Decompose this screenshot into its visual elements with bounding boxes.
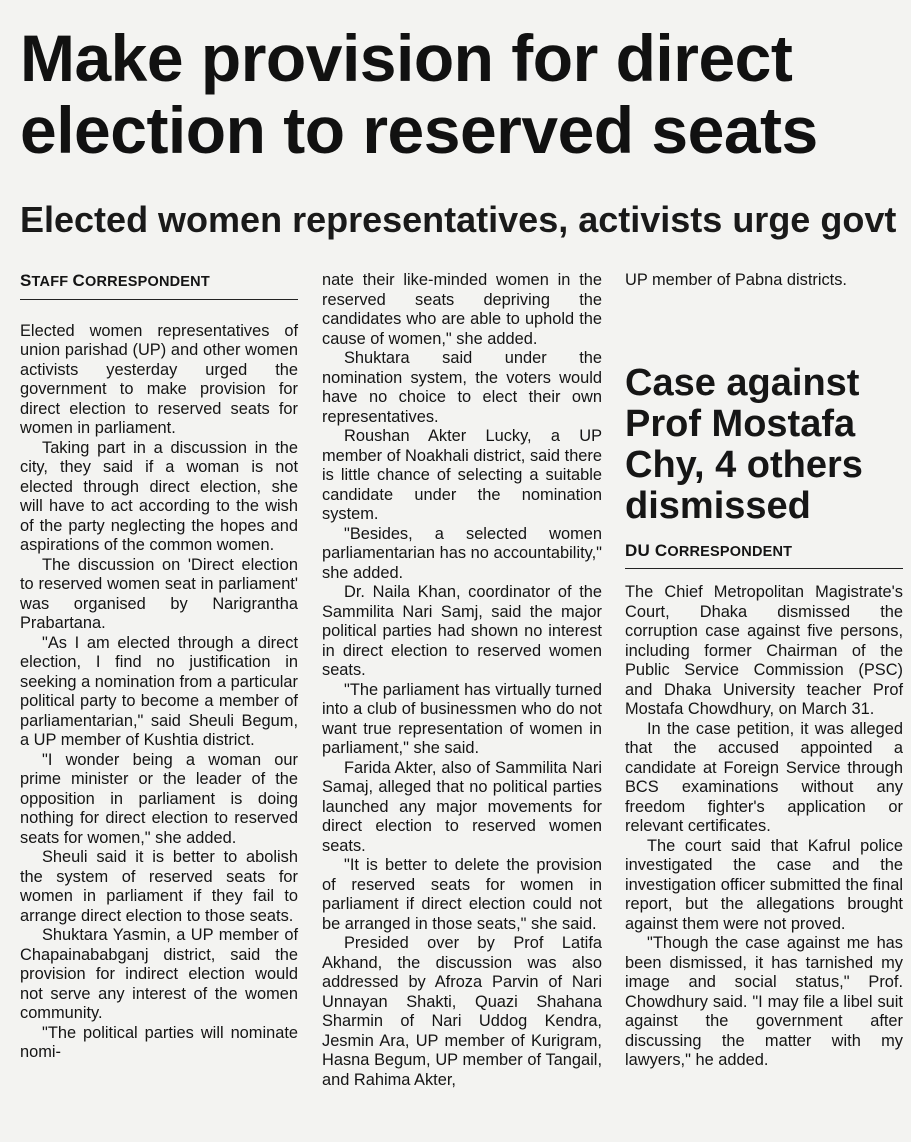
- paragraph: "As I am elected through a direct election, I find no justification in seeking a nomination from a particular political party to become a member of parliamentarian," said Sheuli Begum, a UP member of Kushtia district.: [20, 633, 298, 749]
- paragraph-continued: UP member of Pabna districts.: [625, 271, 847, 289]
- article-column-2: [322, 271, 602, 1090]
- paragraph: In the case petition, it was alleged that the accused appointed a candidate at Foreign Service through BCS examinations without any freedom fighter's application or relevant certificates.: [625, 719, 903, 835]
- article-subheadline: Elected women representatives, activists urge govt: [20, 199, 897, 240]
- paragraph: The Chief Metropolitan Magistrate's Court, Dhaka dismissed the corruption case against five persons, including former Chairman of the Public Service Commission (PSC) and Dhaka University teacher Prof Mostafa Chowdhury, on March 31.: [625, 583, 903, 718]
- paragraph: "I wonder being a woman our prime minister or the leader of the opposition in parliament is doing nothing for direct election to reserved seats for women," she added.: [20, 750, 298, 847]
- byline-second-article: DU CORRESPONDENT: [625, 541, 903, 570]
- paragraph: Roushan Akter Lucky, a UP member of Noakhali district, said there is little chance of selecting a suitable candidate under the nomination system.: [322, 427, 602, 523]
- paragraph: Sheuli said it is better to abolish the system of reserved seats for women in parliament if they fail to arrange direct election to those seats.: [20, 848, 298, 925]
- paragraph: Farida Akter, also of Sammilita Nari Samaj, alleged that no political parties launched any major movements for direct election to reserved women seats.: [322, 758, 602, 855]
- paragraph: "The parliament has virtually turned into a club of businessmen who do not want true representation of women in parliament," she said.: [322, 680, 602, 757]
- paragraph: The court said that Kafrul police investigated the case and the investigation officer submitted the final report, but the allegations brought against them were not proved.: [625, 836, 903, 933]
- paragraph-continued: nate their like-minded women in the reserved seats depriving the candidates who are able to uphold the cause of women," she added.: [322, 271, 602, 348]
- article-column-1: [20, 271, 298, 1063]
- paragraph-split: Presided over by Prof Latifa Akhand, the discussion was also addressed by Afroza Parvin of Nari Unnayan Shakti, Quazi Shahana Sharmin of Nari Uddog Kendra, Jesmin Ara, UP member of Kurigram, Hasna Begum, UP member of Tangail, and Rahima Akter,: [322, 934, 602, 1089]
- paragraph: Taking part in a discussion in the city, they said if a woman is not elected through direct election, she will have to act according to the wish of the party neglecting the hopes and aspirations of the common women.: [20, 438, 298, 554]
- paragraph: Dr. Naila Khan, coordinator of the Sammilita Nari Samj, said the major political parties had shown no interest in direct election to reserved women seats.: [322, 583, 602, 679]
- paragraph: The discussion on 'Direct election to reserved women seat in parliament' was organised by Narigrantha Prabartana.: [20, 555, 298, 632]
- article-column-3: [625, 271, 903, 1071]
- paragraph: Shuktara said under the nomination system, the voters would have no choice to elect their own representatives.: [322, 349, 602, 426]
- byline: STAFF CORRESPONDENT: [20, 271, 298, 300]
- paragraph: "Though the case against me has been dismissed, it has tarnished my image and social status," Prof. Chowdhury said. "I may file a libel suit against the government after discussing the matter with my lawyers," he added.: [625, 934, 903, 1069]
- paragraph: "It is better to delete the provision of reserved seats for women in parliament if direct election could not be arranged in those seats," she said.: [322, 856, 602, 933]
- paragraph-split: "The political parties will nominate nomi-: [20, 1023, 298, 1061]
- paragraph: Elected women representatives of union parishad (UP) and other women activists yesterday urged the government to make provision for direct election to reserved seats for women in parliament.: [20, 321, 298, 437]
- paragraph: Shuktara Yasmin, a UP member of Chapainababganj district, said the provision for indirect election would not serve any interest of the women community.: [20, 926, 298, 1022]
- second-article-headline: Case against Prof Mostafa Chy, 4 others dismissed: [625, 361, 863, 527]
- article-headline: Make provision for direct election to reserved seats: [20, 21, 818, 167]
- paragraph: "Besides, a selected women parliamentarian has no accountability," she added.: [322, 524, 602, 582]
